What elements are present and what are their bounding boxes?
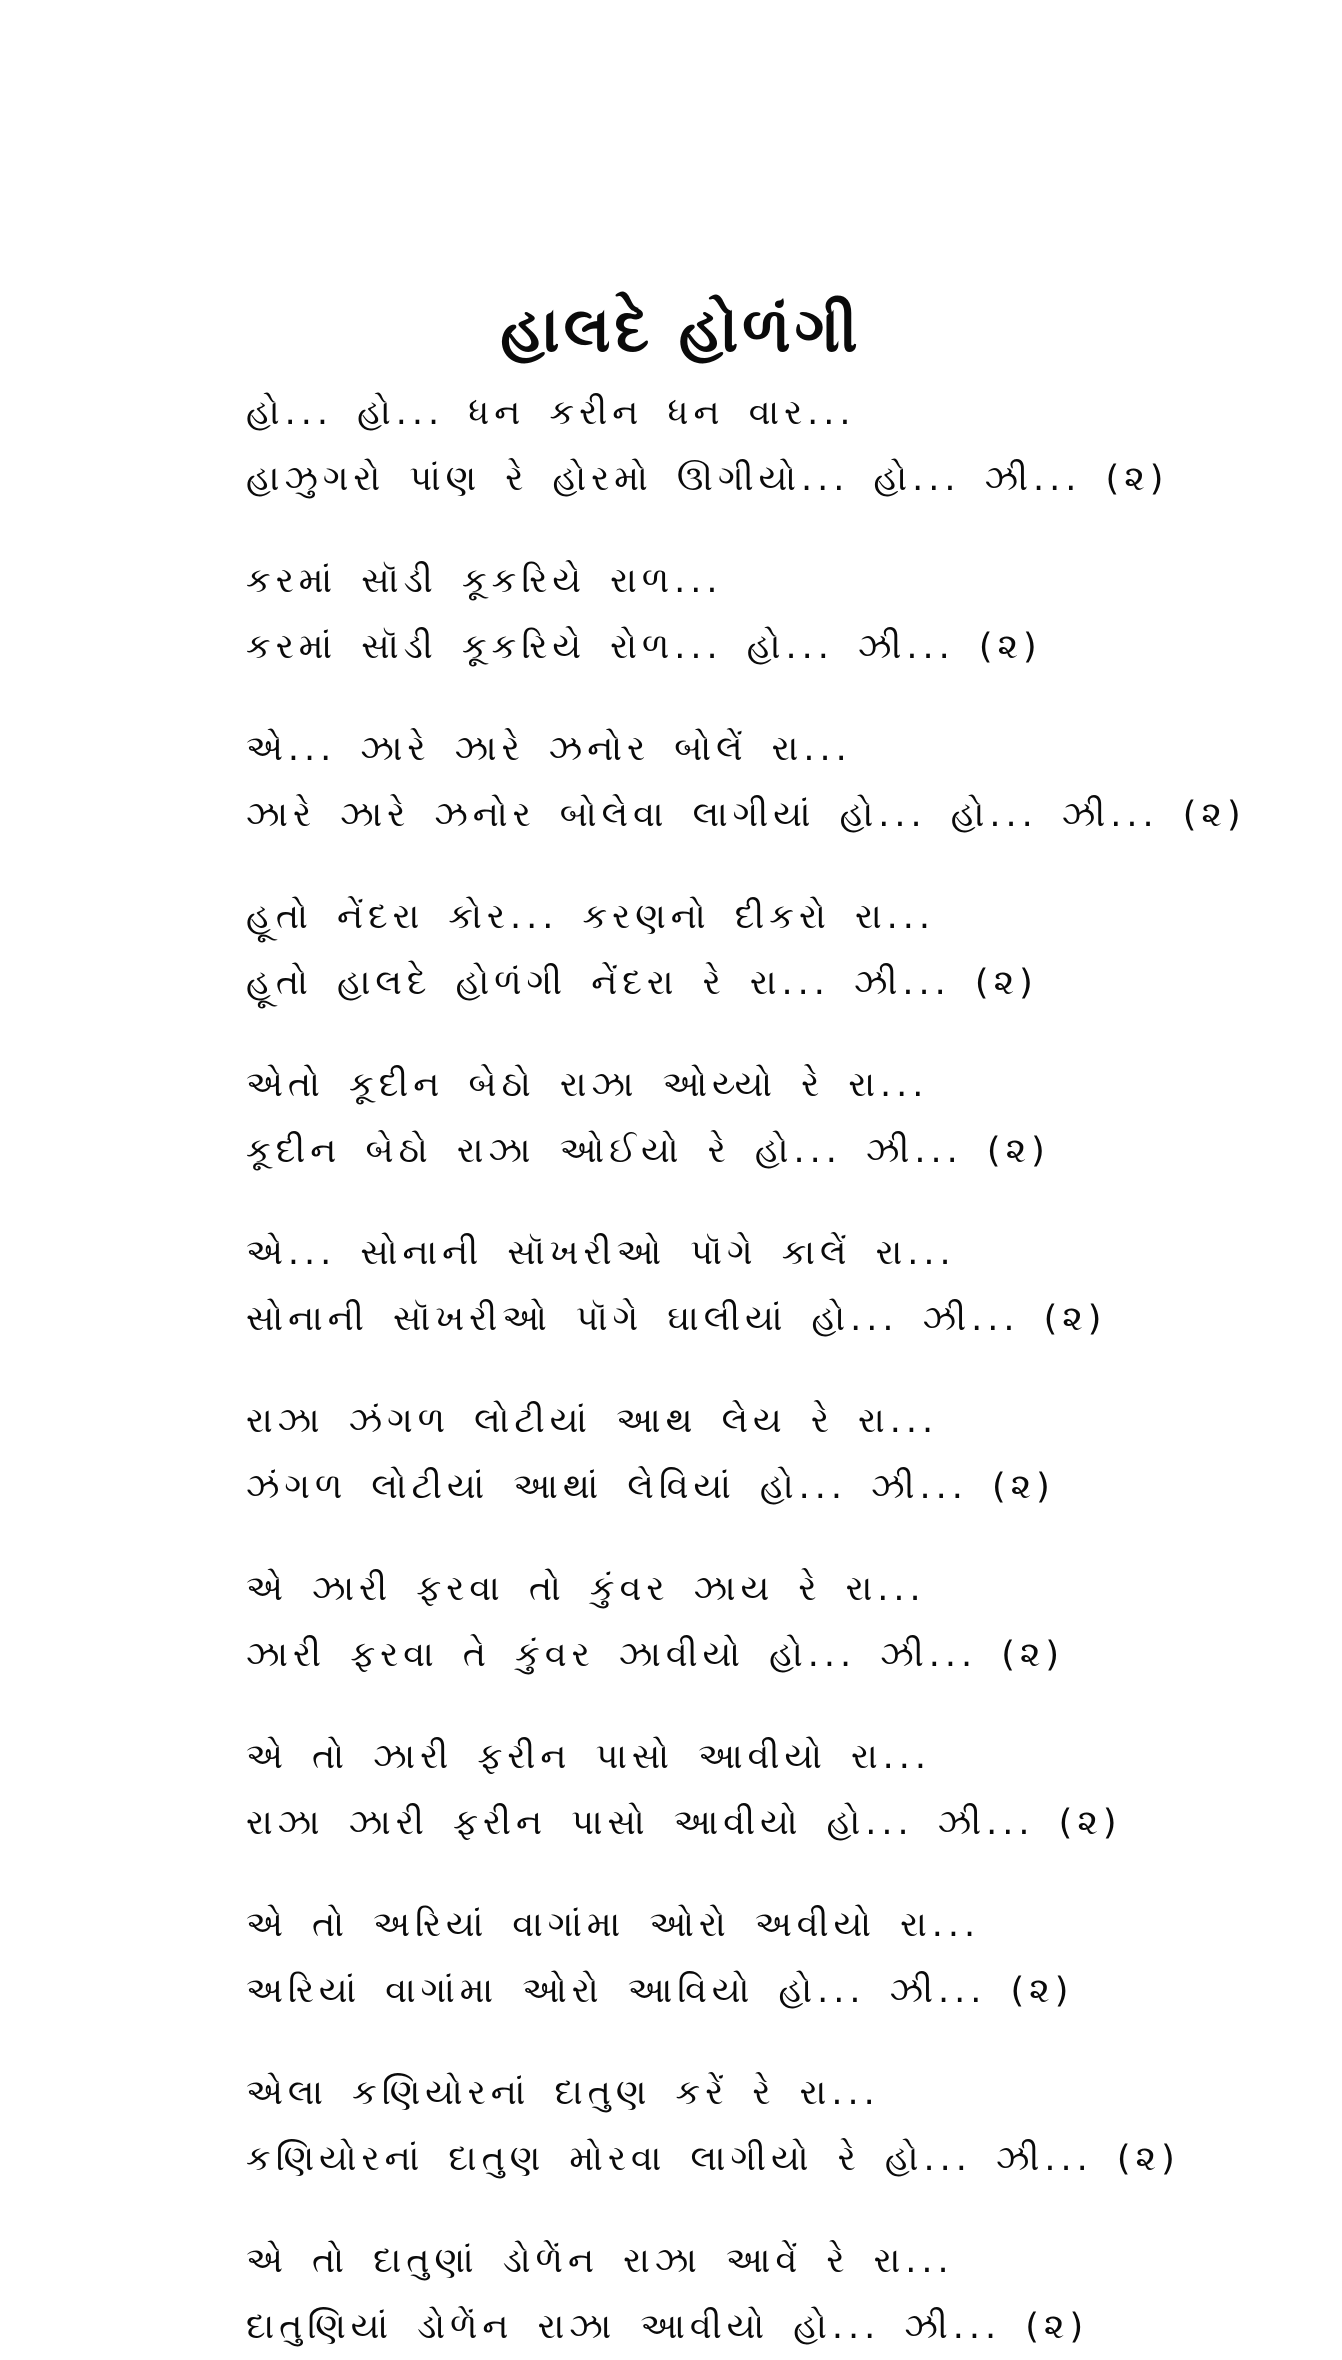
verse-line: એ તો ઝારી ફરીન પાસો આવીયો રા... xyxy=(246,1737,932,1777)
verse xyxy=(246,884,1266,1016)
verse xyxy=(246,2228,1266,2360)
verse xyxy=(246,380,1266,512)
verse xyxy=(246,1724,1266,1856)
verse xyxy=(246,1556,1266,1688)
verse-line: હો... હો... ધન કરીન ધન વાર... xyxy=(246,393,856,433)
verse xyxy=(246,1220,1266,1352)
verse-line: એ તો દાતુણાં ડોળેંન રાઝા આવેં રે રા... xyxy=(246,2241,954,2281)
verse-line: હૂતો હાલદે હોળંગી નેંદરા રે રા... ઝી... (૨) xyxy=(246,963,1038,1003)
verse-line: ઝારી ફરવા તે કુંવર ઝાવીયો હો... ઝી... (૨) xyxy=(246,1635,1065,1675)
verse-line: એલા કણિયોરનાં દાતુણ કરેં રે રા... xyxy=(246,2073,880,2113)
verse-line: અરિયાં વાગાંમા ઓરો આવિયો હો... ઝી... (૨) xyxy=(246,1971,1074,2011)
verse-line: સોનાની સૉખરીઓ પૉગે ઘાલીયાં હો... ઝી... (૨) xyxy=(246,1299,1107,1339)
verse-line: એ ઝારી ફરવા તો કુંવર ઝાય રે રા... xyxy=(246,1569,926,1609)
verse-line: દાતુણિયાં ડોળેંન રાઝા આવીયો હો... ઝી... (૨) xyxy=(246,2307,1089,2347)
verse xyxy=(246,1388,1266,1520)
verse-line: રાઝા ઝંગળ લોટીયાં આથ લેય રે રા... xyxy=(246,1401,939,1441)
verse-line: ઝારે ઝારે ઝનોર બોલેવા લાગીયાં હો... હો... ઝી... (૨) xyxy=(246,795,1246,835)
verse xyxy=(246,716,1266,848)
verse xyxy=(246,548,1266,680)
verse-line: હાઝુગરો પાંણ રે હોરમો ઊગીયો... હો... ઝી... (૨) xyxy=(246,459,1169,499)
verse-line: એતો કૂદીન બેઠો રાઝા ઓય્યો રે રા... xyxy=(246,1065,929,1105)
verse xyxy=(246,1892,1266,2024)
verse-line: કરમાં સૉડી કૂકરિયે રાળ... xyxy=(246,561,723,601)
verse-line: એ તો અરિયાં વાગાંમા ઓરો અવીયો રા... xyxy=(246,1905,981,1945)
verse-line: એ... સોનાની સૉખરીઓ પૉગે કાલેં રા... xyxy=(246,1233,956,1273)
verse-line: રાઝા ઝારી ફરીન પાસો આવીયો હો... ઝી... (૨) xyxy=(246,1803,1122,1843)
song-title: હાલદે હોળંગી xyxy=(500,292,862,366)
verse-line: એ... ઝારે ઝારે ઝનોર બોલેં રા... xyxy=(246,729,852,769)
verse xyxy=(246,2060,1266,2192)
verse-line: કૂદીન બેઠો રાઝા ઓઈયો રે હો... ઝી... (૨) xyxy=(246,1131,1050,1171)
verse-line: ઝંગળ લોટીયાં આથાં લેવિયાં હો... ઝી... (૨) xyxy=(246,1467,1055,1507)
song-verses xyxy=(246,380,1266,2360)
verse xyxy=(246,1052,1266,1184)
verse-line: કણિયોરનાં દાતુણ મોરવા લાગીયો રે હો... ઝી... (૨) xyxy=(246,2139,1180,2179)
verse-line: હૂતો નેંદરા કોર... કરણનો દીકરો રા... xyxy=(246,897,936,937)
verse-line: કરમાં સૉડી કૂકરિયે રોળ... હો... ઝી... (૨) xyxy=(246,627,1042,667)
